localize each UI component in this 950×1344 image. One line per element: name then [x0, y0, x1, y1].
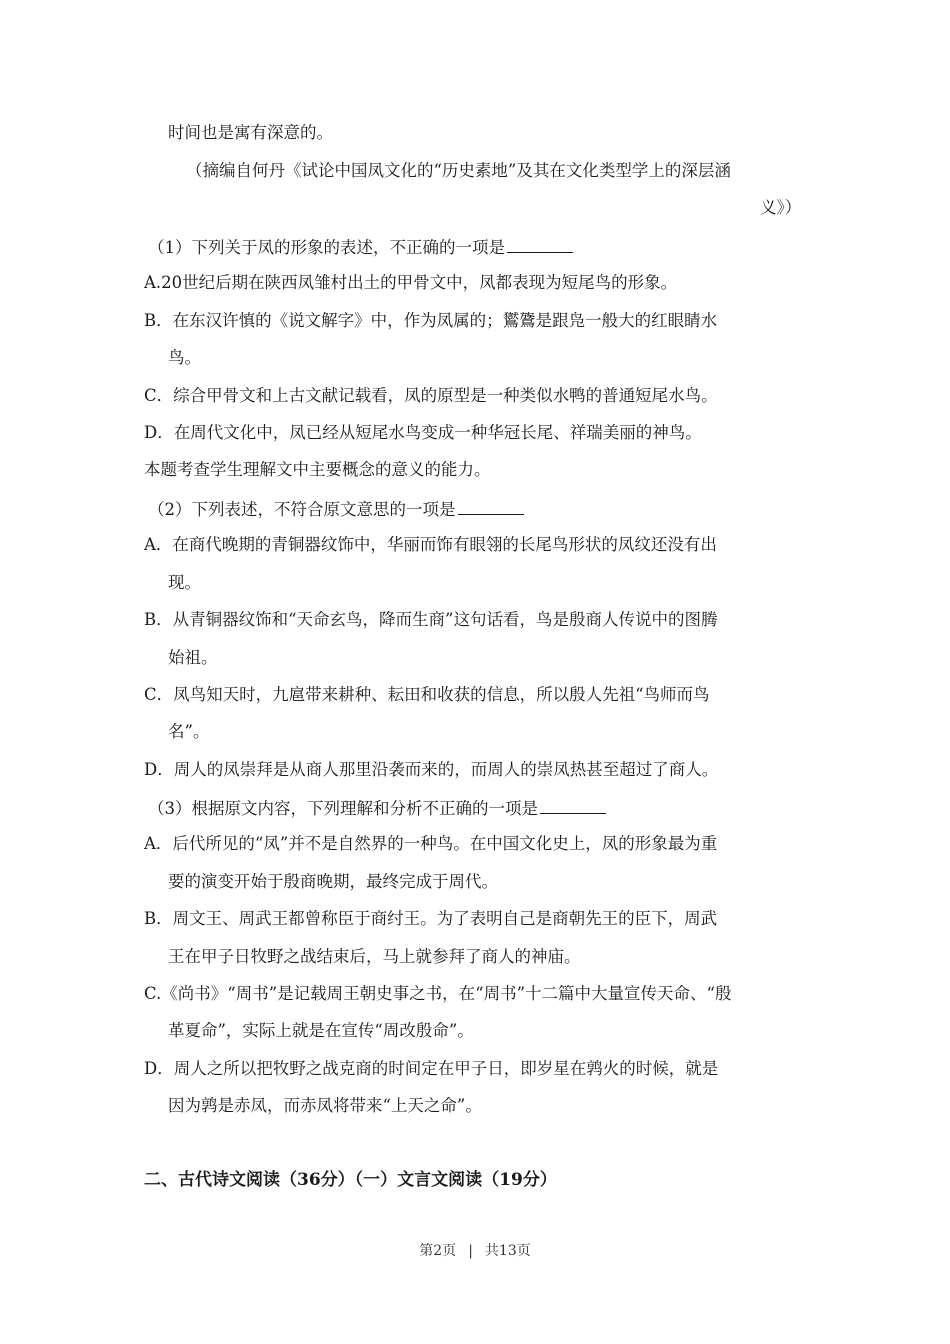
question-3-text: （3）根据原文内容，下列理解和分析不正确的一项是 [148, 799, 538, 818]
q3-option-b: B．周文王、周武王都曾称臣于商纣王。为了表明自己是商朝先王的臣下，周武 [144, 909, 718, 928]
section-heading: 二、古代诗文阅读（36分）（一）文言文阅读（19分） [144, 1170, 557, 1190]
answer-blank[interactable] [540, 795, 606, 814]
q3-option-a: A．后代所见的“凤”并不是自然界的一种鸟。在中国文化史上，凤的形象最为重 [144, 834, 718, 853]
q1-note: 本题考查学生理解文中主要概念的意义的能力。 [144, 460, 491, 479]
page-total: 共13页 [484, 1243, 531, 1259]
q2-option-b: B．从青铜器纹饰和“天命玄鸟，降而生商”这句话看，鸟是殷商人传说中的图腾 [144, 610, 718, 629]
page-footer [0, 1240, 950, 1260]
question-2-text: （2）下列表述，不符合原文意思的一项是 [148, 500, 456, 519]
question-3 [148, 795, 606, 821]
page-number: 第2页 [419, 1243, 457, 1259]
q2-option-c: C．凤鸟知天时，九扈带来耕种、耘田和收获的信息，所以殷人先祖“鸟师而鸟 [144, 685, 710, 704]
footer-separator: | [468, 1243, 473, 1259]
q1-option-b: B．在东汉许慎的《说文解字》中，作为凤属的；鸑鷟是跟凫一般大的红眼睛水 [144, 311, 718, 330]
passage-tail: 时间也是寓有深意的。 [168, 123, 333, 142]
q3-option-d-cont: 因为鹑是赤凤，而赤凤将带来“上天之命”。 [168, 1096, 482, 1115]
answer-blank[interactable] [507, 234, 573, 253]
q3-option-d: D．周人之所以把牧野之战克商的时间定在甲子日，即岁星在鹑火的时候，就是 [144, 1059, 719, 1078]
q1-option-d: D．在周代文化中，凤已经从短尾水鸟变成一种华冠长尾、祥瑞美丽的神鸟。 [144, 423, 702, 442]
question-1 [148, 234, 573, 260]
question-1-text: （1）下列关于凤的形象的表述，不正确的一项是 [148, 238, 505, 257]
source-citation-cont: 义》） [760, 198, 802, 217]
q3-option-b-cont: 王在甲子日牧野之战结束后，马上就参拜了商人的神庙。 [168, 947, 581, 966]
q1-option-c: C．综合甲骨文和上古文献记载看，凤的原型是一种类似水鸭的普通短尾水鸟。 [144, 386, 718, 405]
q3-option-c-cont: 革夏命”，实际上就是在宣传“周改殷命”。 [168, 1021, 474, 1040]
q3-option-c: C.《尚书》“周书”是记载周王朝史事之书，在“周书”十二篇中大量宣传天命、“殷 [144, 984, 732, 1003]
q2-option-d: D．周人的凤崇拜是从商人那里沿袭而来的，而周人的崇凤热甚至超过了商人。 [144, 760, 719, 779]
source-citation: （摘编自何丹《试论中国凤文化的“历史素地”及其在文化类型学上的深层涵 [186, 161, 731, 180]
q3-option-a-cont: 要的演变开始于殷商晚期，最终完成于周代。 [168, 872, 498, 891]
q2-option-a: A．在商代晚期的青铜器纹饰中，华丽而饰有眼翎的长尾鸟形状的凤纹还没有出 [144, 535, 717, 554]
q1-option-a: A.20世纪后期在陕西凤雏村出土的甲骨文中，凤都表现为短尾鸟的形象。 [144, 273, 678, 292]
q2-option-c-cont: 名”。 [168, 722, 210, 741]
question-2 [148, 496, 524, 522]
q1-option-b-cont: 鸟。 [168, 348, 201, 367]
answer-blank[interactable] [458, 496, 524, 515]
q2-option-b-cont: 始祖。 [168, 648, 218, 667]
q2-option-a-cont: 现。 [168, 573, 201, 592]
